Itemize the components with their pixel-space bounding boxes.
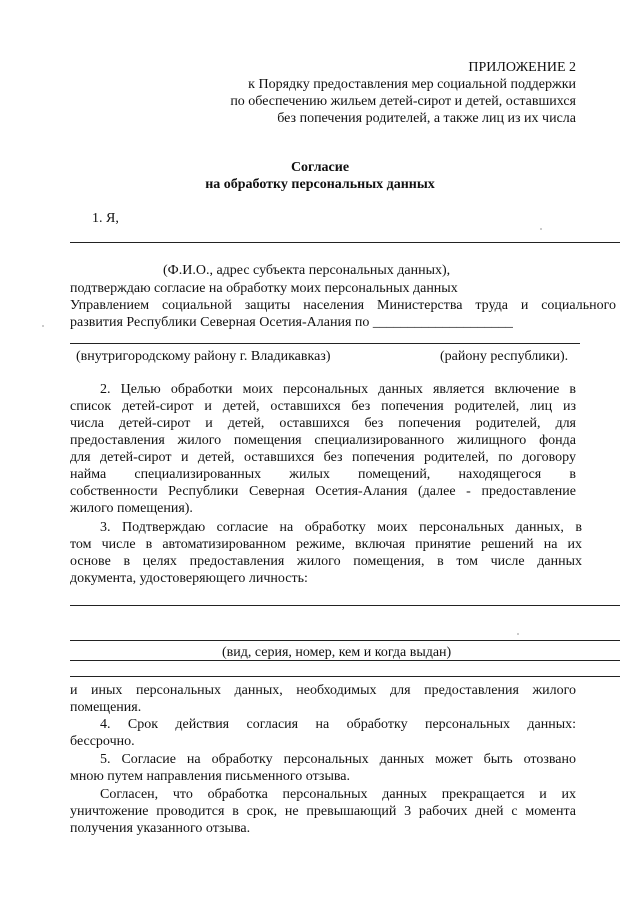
section3-end-line: и иных персональных данных, необходимых для предоставления жилого	[70, 683, 576, 698]
section6-line: Согласен, что обработка персональных данных прекращается и их	[100, 787, 576, 802]
doc-line	[70, 640, 620, 641]
section3-line: основе в целях предоставления жилого помещения, в том числе данных	[70, 554, 582, 569]
header-line: к Порядку предоставления мер социальной поддержки	[248, 77, 576, 92]
doc-line	[70, 676, 620, 677]
section2-line: 2. Целью обработки моих персональных данных является включение в	[100, 382, 576, 397]
header-line: без попечения родителей, а также лиц из их числа	[277, 111, 576, 126]
section1-intro: 1. Я,	[92, 211, 119, 226]
section2-line: для детей-сирот и детей, оставшихся без попечения родителей, по договору	[70, 450, 576, 465]
section6-line: получения указанного отзыва.	[70, 821, 251, 836]
doc-line	[70, 605, 620, 606]
section1-line: Управлением социальной защиты населения Министерства труда и социального	[70, 298, 616, 313]
section2-line: числа детей-сирот и детей, оставшихся без попечения родителей, для	[70, 416, 576, 431]
fio-caption: (Ф.И.О., адрес субъекта персональных данных),	[163, 263, 451, 278]
fio-line	[70, 242, 620, 243]
scan-speck	[517, 633, 519, 635]
section2-line: жилого помещения).	[70, 501, 193, 516]
district-line	[70, 343, 580, 344]
scan-speck	[42, 325, 44, 327]
section2-line: собственности Республики Северная Осетия-Алания (далее - предоставление	[70, 484, 576, 499]
section2-line: предоставления жилого помещения специализированного жилищного фонда	[70, 433, 576, 448]
section3-line: 3. Подтверждаю согласие на обработку моих персональных данных, в	[100, 520, 582, 535]
section6-line: уничтожение проводится в срок, не превышающий 3 рабочих дней с момента	[70, 804, 576, 819]
document-subtitle: на обработку персональных данных	[205, 177, 435, 192]
caption-city-district: (внутригородскому району г. Владикавказ)	[76, 349, 331, 364]
section3-line: том числе в автоматизированном режиме, включая принятие решений на их	[70, 537, 582, 552]
header-line: по обеспечению жильем детей-сирот и детей, оставшихся	[230, 94, 576, 109]
section3-end-line: помещения.	[70, 700, 142, 715]
doc-caption: (вид, серия, номер, кем и когда выдан)	[222, 645, 452, 660]
section4-line: 4. Срок действия согласия на обработку персональных данных:	[100, 717, 576, 732]
section2-line: найма специализированных жилых помещений, находящегося в	[70, 467, 576, 482]
section5-line: 5. Согласие на обработку персональных данных может быть отозвано	[100, 752, 576, 767]
section3-line: документа, удостоверяющего личность:	[70, 571, 308, 586]
appendix-title: ПРИЛОЖЕНИЕ 2	[468, 60, 576, 75]
section1-line: развития Республики Северная Осетия-Алания по ____________________	[70, 315, 513, 330]
section4-line: бессрочно.	[70, 734, 135, 749]
caption-republic-district: (району республики).	[440, 349, 569, 364]
section5-line: мною путем направления письменного отзыва.	[70, 769, 350, 784]
doc-line	[70, 660, 620, 661]
document-title: Согласие	[290, 160, 350, 175]
section1-line: подтверждаю согласие на обработку моих персональных данных	[70, 281, 458, 296]
section2-line: список детей-сирот и детей, оставшихся без попечения родителей, лиц из	[70, 399, 576, 414]
scan-speck	[540, 228, 542, 230]
